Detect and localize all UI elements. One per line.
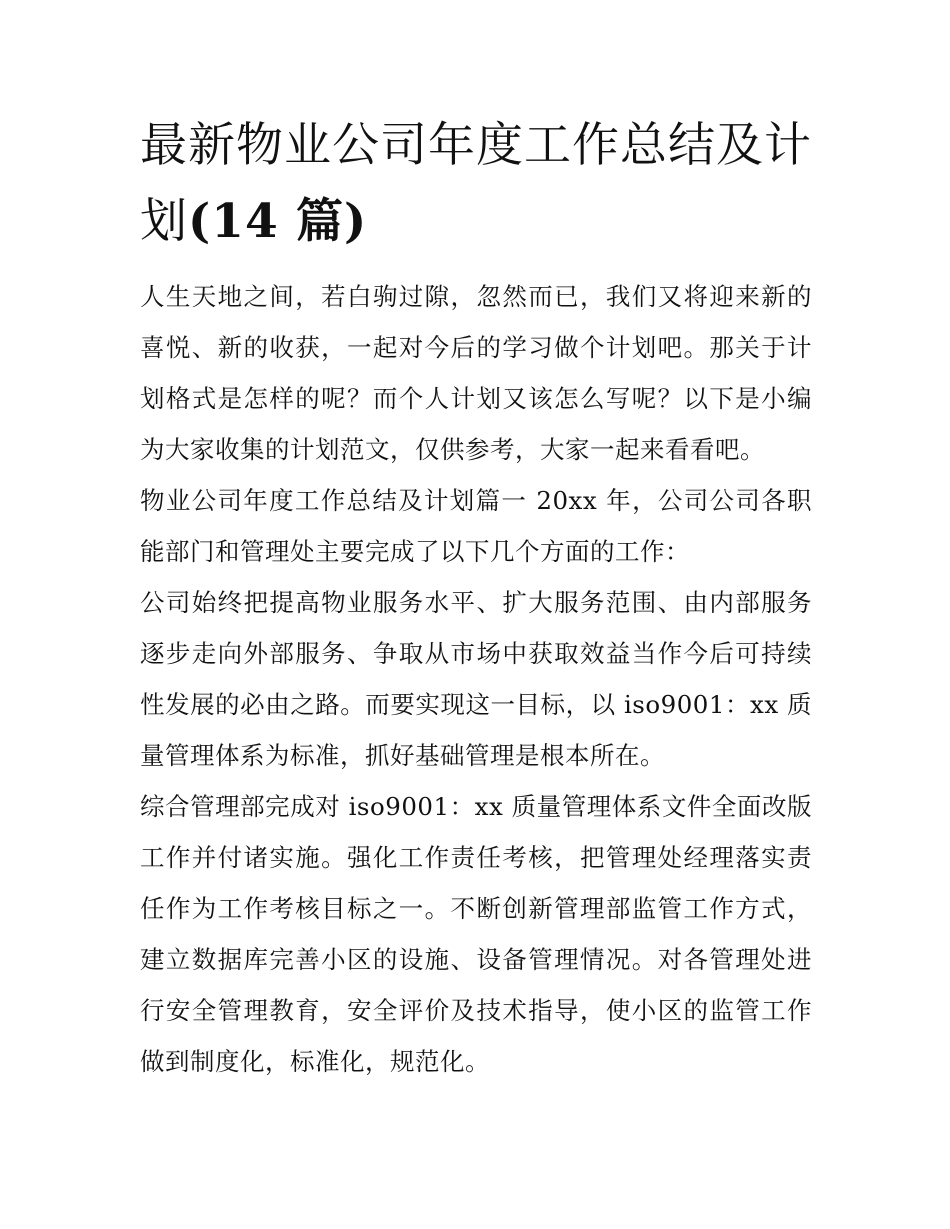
paragraph-section-one: 物业公司年度工作总结及计划篇一 20xx 年，公司公司各职能部门和管理处主要完成了以下几个方面的工作： [140, 486, 812, 566]
document-title [140, 108, 812, 260]
paragraph-intro: 人生天地之间，若白驹过隙，忽然而已，我们又将迎来新的喜悦、新的收获，一起对今后的学习做个计划吧。那关于计划格式是怎样的呢？而个人计划又该怎么写呢？以下是小编为大家收集的计划范文，仅供参考，大家一起来看看吧。 [140, 282, 812, 464]
document-title-suffix: (14 篇) [188, 194, 368, 249]
document-body [140, 108, 812, 1087]
paragraph-service-goal: 公司始终把提高物业服务水平、扩大服务范围、由内部服务逐步走向外部服务、争取从市场中获取效益当作今后可持续性发展的必由之路。而要实现这一目标，以 iso9001：xx 质量管理体系为标准，抓好基础管理是根本所在。 [140, 588, 812, 770]
document-title-main: 最新物业公司年度工作总结及计划 [140, 118, 812, 249]
paragraph-management-dept: 综合管理部完成对 iso9001：xx 质量管理体系文件全面改版工作并付诸实施。强化工作责任考核，把管理处经理落实责任作为工作考核目标之一。不断创新管理部监管工作方式，建立数据库完善小区的设施、设备管理情况。对各管理处进行安全管理教育，安全评价及技术指导，使小区的监管工作做到制度化，标准化，规范化。 [140, 792, 812, 1076]
